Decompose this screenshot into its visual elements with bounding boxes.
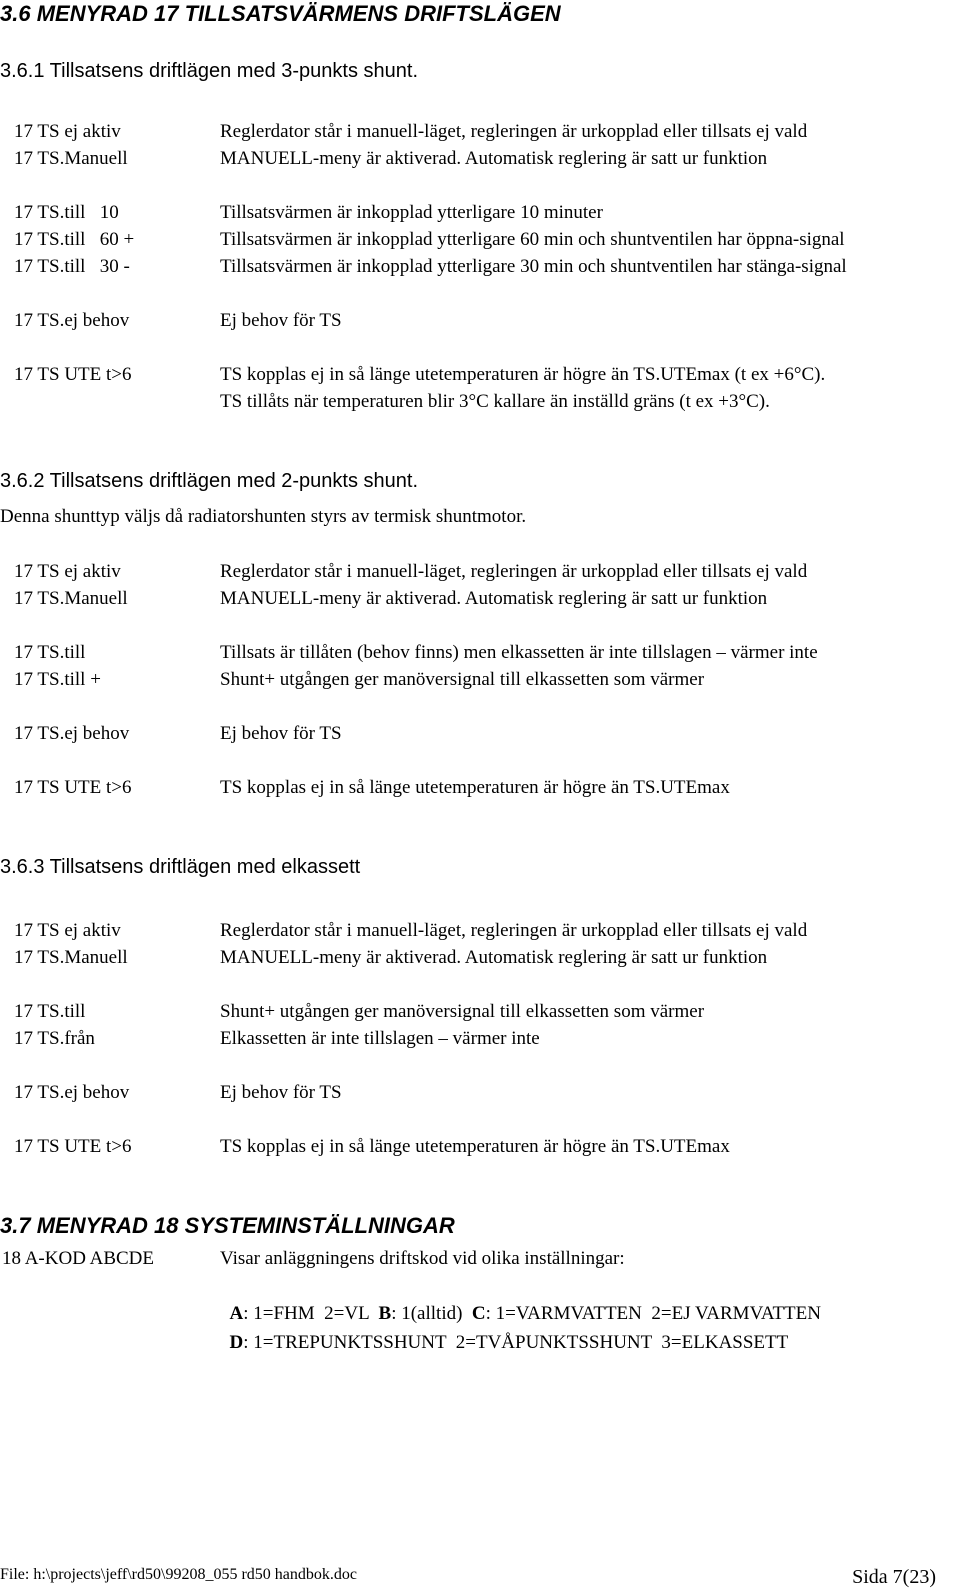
mode-code: 17 TS.till (14, 642, 86, 663)
code-letter: D (229, 1332, 244, 1353)
section-heading-3-7: 3.7 MENYRAD 18 SYSTEMINSTÄLLNINGAR (0, 1213, 455, 1238)
mode-description: TS kopplas ej in så länge utetemperaturen är högre än TS.UTEmax (t ex +6°C). (220, 364, 826, 385)
mode-description: Tillsatsvärmen är inkopplad ytterligare 30 min och shuntventilen har stänga-signal (220, 256, 847, 277)
mode-code: 17 TS.ej behov (14, 723, 130, 744)
code-letter: C (471, 1303, 486, 1324)
mode-code: 17 TS.till 10 (14, 202, 119, 223)
subsection-heading-3-6-3: 3.6.3 Tillsatsens driftlägen med elkassett (0, 856, 361, 878)
mode-description: Tillsatsvärmen är inkopplad ytterligare 10 minuter (220, 202, 603, 223)
mode-code: 17 TS ej aktiv (14, 920, 121, 941)
mode-code: 17 TS.Manuell (14, 148, 128, 169)
mode-code: 17 TS ej aktiv (14, 121, 121, 142)
subsection-heading-3-6-2: 3.6.2 Tillsatsens driftlägen med 2-punkts shunt. (0, 470, 419, 492)
mode-description-line-2: TS tillåts när temperaturen blir 3°C kallare än inställd gräns (t ex +3°C). (220, 391, 770, 412)
system-code: 18 A-KOD ABCDE (2, 1248, 155, 1269)
mode-description: Shunt+ utgången ger manöversignal till elkassetten som värmer (220, 669, 705, 690)
code-letter: B (378, 1303, 392, 1324)
intro-text: Denna shunttyp väljs då radiatorshunten styrs av termisk shuntmotor. (0, 506, 527, 527)
code-letter: A (229, 1303, 244, 1324)
section-heading-3-6: 3.6 MENYRAD 17 TILLSATSVÄRMENS DRIFTSLÄGEN (0, 1, 561, 26)
mode-code: 17 TS.till 30 - (14, 256, 130, 277)
system-code-description: Visar anläggningens driftskod vid olika inställningar: (220, 1248, 625, 1269)
mode-description: TS kopplas ej in så länge utetemperaturen är högre än TS.UTEmax (220, 1136, 730, 1157)
mode-code: 17 TS UTE t>6 (14, 777, 132, 798)
code-values: : 1(alltid) (391, 1303, 472, 1324)
mode-description: MANUELL-meny är aktiverad. Automatisk reglering är satt ur funktion (220, 588, 768, 609)
mode-description: Shunt+ utgången ger manöversignal till elkassetten som värmer (220, 1001, 705, 1022)
mode-description: Reglerdator står i manuell-läget, regleringen är urkopplad eller tillsats ej vald (220, 920, 808, 941)
mode-description: Ej behov för TS (220, 310, 342, 331)
mode-code: 17 TS.till 60 + (14, 229, 135, 250)
mode-code: 17 TS.ej behov (14, 310, 130, 331)
subsection-heading-3-6-1: 3.6.1 Tillsatsens driftlägen med 3-punkts shunt. (0, 60, 419, 82)
mode-description: Reglerdator står i manuell-läget, regleringen är urkopplad eller tillsats ej vald (220, 121, 808, 142)
mode-description: MANUELL-meny är aktiverad. Automatisk reglering är satt ur funktion (220, 947, 768, 968)
footer-page-number: Sida 7(23) (852, 1566, 936, 1588)
mode-code: 17 TS.Manuell (14, 947, 128, 968)
mode-description: Tillsats är tillåten (behov finns) men elkassetten är inte tillslagen – värmer inte (220, 642, 818, 663)
code-values: : 1=TREPUNKTSSHUNT 2=TVÅPUNKTSSHUNT 3=ELKASSETT (243, 1332, 789, 1353)
code-values: : 1=VARMVATTEN 2=EJ VARMVATTEN (485, 1303, 821, 1324)
code-values: : 1=FHM 2=VL (243, 1303, 379, 1324)
mode-description: Ej behov för TS (220, 723, 342, 744)
mode-code: 17 TS.till (14, 1001, 86, 1022)
mode-code: 17 TS.från (14, 1028, 95, 1049)
mode-code: 17 TS.ej behov (14, 1082, 130, 1103)
mode-description: Reglerdator står i manuell-läget, regleringen är urkopplad eller tillsats ej vald (220, 561, 808, 582)
mode-description: Elkassetten är inte tillslagen – värmer inte (220, 1028, 540, 1049)
code-legend-line (220, 1302, 788, 1356)
mode-code: 17 TS ej aktiv (14, 561, 121, 582)
mode-code: 17 TS UTE t>6 (14, 364, 132, 385)
footer-file-path: File: h:\projects\jeff\rd50\99208_055 rd50 handbok.doc (0, 1566, 357, 1583)
mode-code: 17 TS UTE t>6 (14, 1136, 132, 1157)
mode-description: Tillsatsvärmen är inkopplad ytterligare 60 min och shuntventilen har öppna-signal (220, 229, 845, 250)
mode-description: MANUELL-meny är aktiverad. Automatisk reglering är satt ur funktion (220, 148, 768, 169)
mode-code: 17 TS.Manuell (14, 588, 128, 609)
mode-description: TS kopplas ej in så länge utetemperaturen är högre än TS.UTEmax (220, 777, 730, 798)
mode-description: Ej behov för TS (220, 1082, 342, 1103)
mode-code: 17 TS.till + (14, 669, 101, 690)
